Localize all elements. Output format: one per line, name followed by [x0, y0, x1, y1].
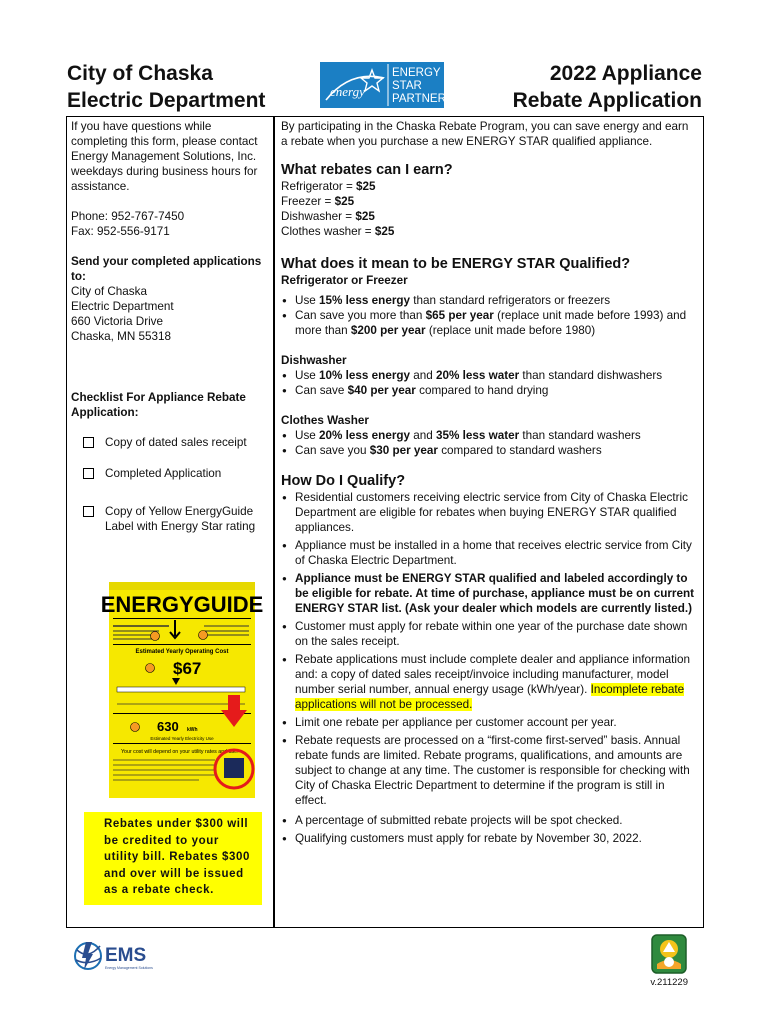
energyguide-title: ENERGYGUIDE: [100, 592, 264, 617]
energyguide-cost-note: Your cost will depend on your utility rates and use.: [121, 749, 239, 755]
rebate-line-dishwasher: Dishwasher = $25: [281, 210, 375, 223]
address-line: 660 Victoria Drive: [71, 315, 164, 328]
program-intro: By participating in the Chaska Rebate Program, you can save energy and earn a rebate when you purchase a new ENERGY STAR qualified appliance.: [281, 120, 689, 148]
send-title: Send your completed applications to:: [71, 255, 262, 283]
list-item: ● Qualifying customers must apply for rebate by November 30, 2022.: [281, 831, 697, 846]
list-item: ● Rebate requests are processed on a “first-come first-served” basis. Annual rebate funds are limited. Rebate programs, qualifications, and amounts are subject to change at any time. The customer is responsible for checking with City of Chaska Electric Department to determine if the program is still in effect.: [281, 733, 697, 808]
checklist-item-receipt[interactable]: [71, 435, 267, 450]
energyguide-graphic: [100, 582, 264, 798]
list-item: ● Residential customers receiving electric service from City of Chaska Electric Department are eligible for rebates when buying ENERGY STAR qualified appliances.: [281, 490, 697, 535]
ems-logo: [72, 936, 172, 976]
rebates-heading: What rebates can I earn?: [281, 162, 453, 178]
logo-line-2: STAR: [392, 80, 422, 92]
list-item: ● Use 10% less energy and 20% less water than standard dishwashers: [281, 368, 697, 383]
list-item: ● Appliance must be ENERGY STAR qualified and labeled accordingly to be eligible for rebate. At time of purchase, appliance must be on current ENERGY STAR list. (Ask your dealer which models are currently listed.): [281, 571, 697, 616]
rebate-payment-note: Rebates under $300 will be credited to your utility bill. Rebates $300 and over will be issued as a rebate check.: [84, 812, 262, 905]
address-line: City of Chaska: [71, 285, 147, 298]
list-item: ● Rebate applications must include complete dealer and appliance information and: a copy of dated sales receipt/invoice including manufacturer, model number serial number, annual energy usage (kWh/year). Incomplete rebate applications will not be processed.: [281, 652, 697, 712]
column-divider: [273, 116, 275, 928]
logo-line-3: PARTNER: [392, 93, 446, 105]
checklist-item-energyguide[interactable]: [71, 504, 267, 534]
left-column: [71, 119, 267, 534]
incomplete-warning: Incomplete rebate applications will not be processed.: [295, 683, 685, 711]
page-title-right: [513, 60, 702, 114]
checklist-label: Copy of Yellow EnergyGuide Label with Energy Star rating: [105, 505, 256, 533]
checklist-label: Completed Application: [105, 467, 222, 480]
energyguide-cost: $67: [173, 659, 202, 678]
version-number: v.211229: [650, 977, 688, 988]
list-item: ● Use 20% less energy and 35% less water than standard washers: [281, 428, 697, 443]
form-title: Rebate Application: [512, 89, 702, 112]
dishwasher-benefits: [281, 368, 697, 398]
energy-star-partner-logo: [320, 62, 444, 108]
washer-benefits: [281, 428, 697, 458]
list-item: ● Can save you $30 per year compared to standard washers: [281, 443, 697, 458]
logo-line-1: ENERGY: [392, 67, 441, 79]
fridge-subheading: Refrigerator or Freezer: [281, 274, 408, 287]
energyguide-label-image: [100, 582, 264, 798]
org-department: Electric Department: [67, 89, 266, 112]
fax-number: Fax: 952-556-9171: [71, 225, 170, 238]
checkbox[interactable]: [83, 506, 94, 517]
ems-wordmark: EMS: [105, 945, 147, 966]
energyguide-kwh: 630: [157, 719, 179, 734]
washer-subheading: Clothes Washer: [281, 414, 369, 427]
list-item: ● Can save you more than $65 per year (replace unit made before 1993) and more than $200 per year (replace unit made before 1980): [281, 308, 697, 338]
list-item: ● Limit one rebate per appliance per customer account per year.: [281, 715, 697, 730]
energyguide-kwh-label: Estimated Yearly Electricity Use: [150, 736, 214, 741]
energyguide-kwh-unit: kWh: [187, 727, 198, 733]
list-item: ● A percentage of submitted rebate projects will be spot checked.: [281, 813, 697, 828]
checklist-title: Checklist For Appliance Rebate Application:: [71, 391, 246, 419]
ems-subtitle: Energy Management Solutions: [105, 966, 153, 970]
fridge-benefits: [281, 293, 697, 338]
energyguide-cost-label: Estimated Yearly Operating Cost: [135, 649, 229, 655]
checkbox[interactable]: [83, 468, 94, 479]
checklist-label: Copy of dated sales receipt: [105, 436, 247, 449]
qualified-heading: What does it mean to be ENERGY STAR Qualified?: [281, 256, 631, 272]
rebate-line-freezer: Freezer = $25: [281, 195, 355, 208]
page-title-left: [67, 60, 265, 114]
checklist-item-application[interactable]: [71, 466, 267, 481]
address-line: Chaska, MN 55318: [71, 330, 172, 343]
form-year-title: 2022 Appliance: [549, 62, 702, 85]
contact-intro: If you have questions while completing this form, please contact Energy Management Solutions, Inc. weekdays during business hours for assistance.: [71, 120, 258, 193]
rebate-line-clothes-washer: Clothes washer = $25: [281, 225, 395, 238]
list-item: ● Use 15% less energy than standard refrigerators or freezers: [281, 293, 697, 308]
phone-number: Phone: 952-767-7450: [71, 210, 185, 223]
list-item: ● Appliance must be installed in a home that receives electric service from City of Chaska Electric Department.: [281, 538, 697, 568]
list-item: ● Customer must apply for rebate within one year of the purchase date shown on the sales receipt.: [281, 619, 697, 649]
checkbox[interactable]: [83, 437, 94, 448]
rebate-line-refrigerator: Refrigerator = $25: [281, 180, 376, 193]
right-column: [281, 119, 697, 846]
org-name: City of Chaska: [67, 62, 213, 85]
list-item: ● Can save $40 per year compared to hand drying: [281, 383, 697, 398]
logo-script: energy: [330, 84, 365, 99]
address-line: Electric Department: [71, 300, 174, 313]
qualify-list: [281, 490, 697, 846]
qualify-heading: How Do I Qualify?: [281, 473, 406, 489]
dishwasher-subheading: Dishwasher: [281, 354, 347, 367]
city-logo: [651, 934, 687, 974]
